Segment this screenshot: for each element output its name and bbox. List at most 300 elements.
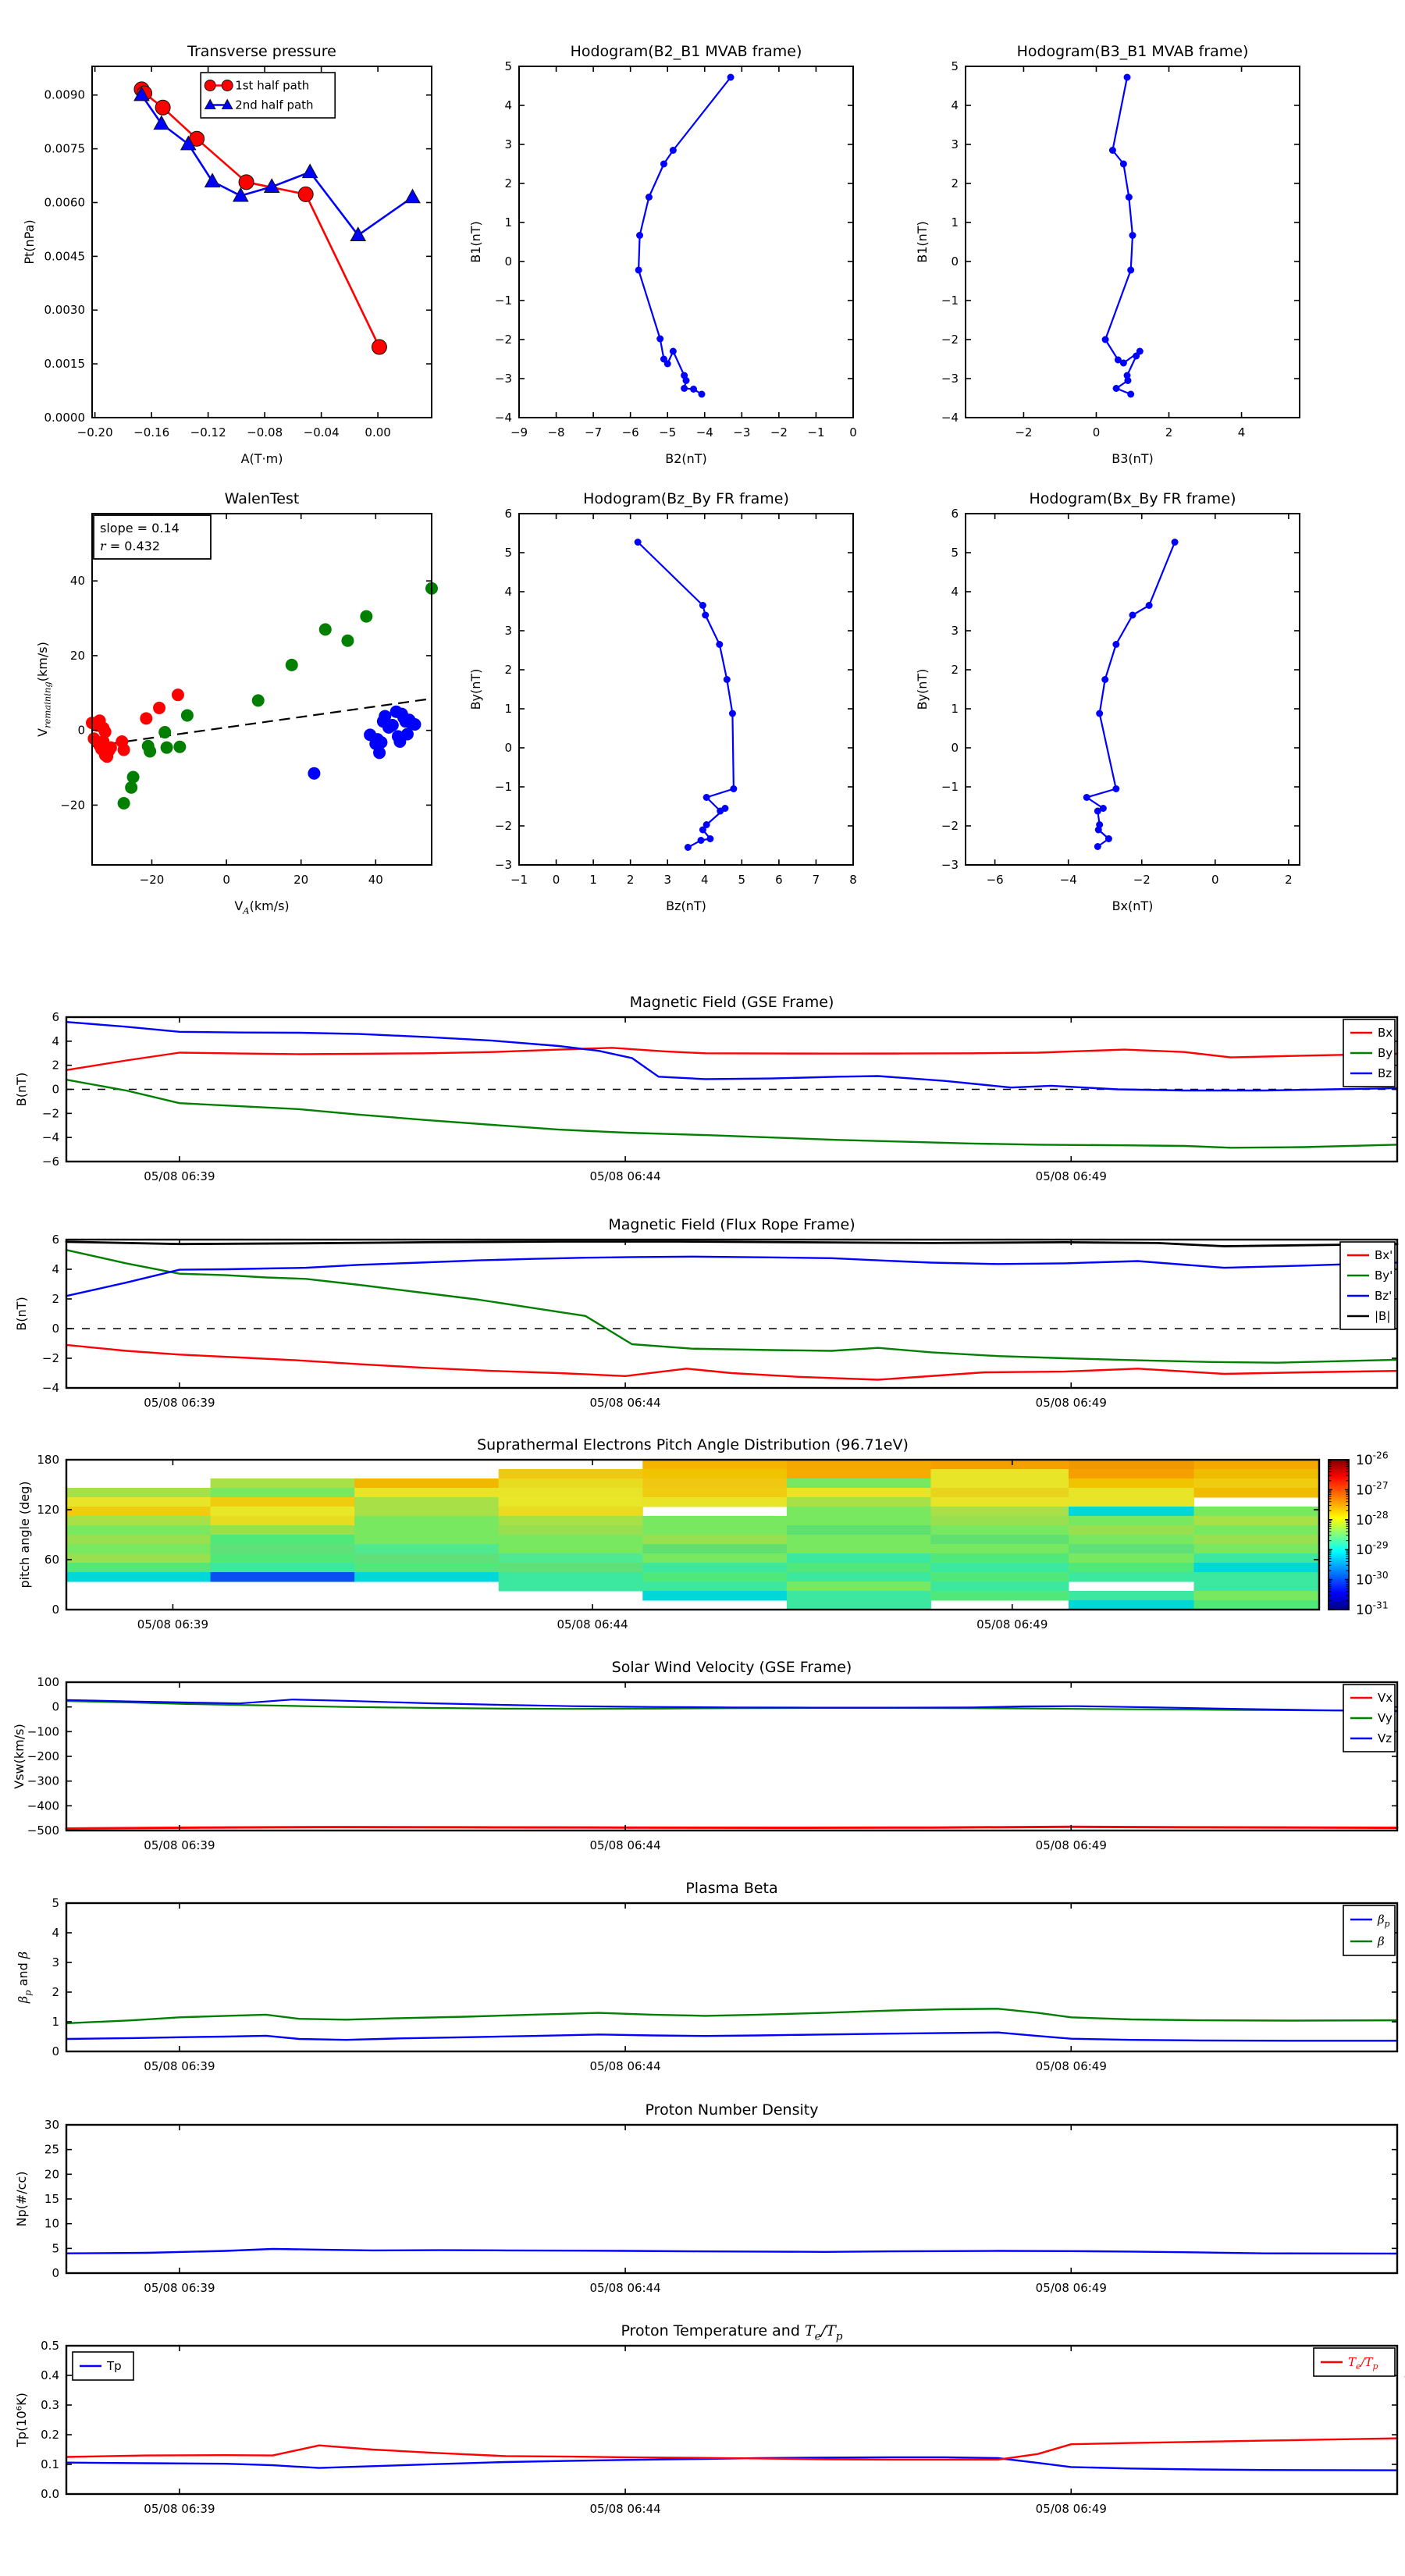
y-tick-label: 25 (44, 2142, 59, 2157)
dot-marker (724, 676, 731, 683)
heatmap-cell (354, 1497, 499, 1507)
y-tick-label: 2 (52, 1058, 59, 1073)
x-tick-label: 2 (1285, 873, 1293, 887)
circle-marker (408, 718, 421, 731)
y-tick-label: 20 (44, 2167, 59, 2182)
heatmap-cell (211, 1497, 355, 1507)
y-tick-label: 15 (44, 2192, 59, 2206)
heatmap-cell (499, 1525, 643, 1535)
circle-marker (252, 694, 265, 706)
y-tick-label: −2 (941, 819, 959, 833)
y-tick-label: 2 (52, 1985, 59, 1999)
x-tick-label: −0.12 (190, 425, 226, 439)
dot-marker (1124, 377, 1131, 384)
series-2nd-half residuals (308, 706, 421, 780)
circle-marker (308, 767, 320, 780)
x-tick-label: 0.00 (365, 425, 391, 439)
y-axis (27, 1675, 1397, 1838)
x-tick-label: 05/08 06:49 (976, 1617, 1048, 1631)
heatmap-cell (1194, 1563, 1320, 1573)
colorbar-tick-label: $10^{-27}$ (1356, 1479, 1389, 1499)
heatmap-cell (211, 1563, 355, 1573)
heatmap-cell (1194, 1525, 1320, 1535)
panel-title: Hodogram(Bz_By FR frame) (583, 490, 789, 507)
heatmap-cell (930, 1591, 1069, 1601)
x-tick-label: 05/08 06:44 (589, 2059, 661, 2073)
dot-marker (1129, 232, 1136, 239)
heatmap-cell (787, 1582, 931, 1592)
x-tick-label: 05/08 06:39 (144, 2059, 215, 2073)
x-tick-label: −1 (510, 873, 528, 887)
heatmap-cell (354, 1516, 499, 1526)
x-axis-label: Bx(nT) (1112, 898, 1154, 913)
y-tick-label: 2 (504, 176, 512, 190)
panel-title: Hodogram(Bx_By FR frame) (1029, 490, 1236, 507)
x-axis (144, 2125, 1107, 2295)
series-B2-B1 path (635, 74, 735, 398)
heatmap-cell (930, 1563, 1069, 1573)
y-axis-label: $V_{remaining}(km/s)$ (35, 642, 53, 737)
panel-title: Magnetic Field (Flux Rope Frame) (608, 1216, 855, 1233)
legend (73, 2352, 133, 2380)
x-axis (510, 514, 857, 887)
y-tick-label: 6 (52, 1233, 59, 1247)
dot-marker (699, 827, 706, 834)
y-tick-label: −300 (27, 1774, 59, 1788)
y-tick-label: 180 (37, 1453, 59, 1467)
heatmap-cell (66, 1563, 211, 1573)
circle-marker (105, 742, 117, 754)
y-tick-label: 0 (504, 741, 512, 755)
y-tick-label: 0.5 (41, 2339, 59, 2353)
circle-marker (140, 712, 152, 724)
heatmap-cell (1194, 1544, 1320, 1554)
heatmap-cell (1069, 1535, 1194, 1545)
y-tick-label: 20 (69, 648, 85, 663)
dot-marker (681, 385, 688, 392)
axes-spines (66, 1682, 1397, 1831)
panel-mag-fr (14, 1216, 1397, 1410)
heatmap-cell (930, 1553, 1069, 1564)
axes-spines (92, 514, 432, 865)
series-line (638, 543, 734, 848)
y-tick-label: 0.0090 (44, 87, 85, 102)
y-axis-label: B(nT) (14, 1297, 29, 1331)
heatmap-cell (1069, 1507, 1194, 1517)
panel-plasma-beta (16, 1880, 1397, 2073)
heatmap-cell (211, 1478, 355, 1489)
x-tick-label: −0.04 (303, 425, 340, 439)
y-tick-label: 2 (951, 176, 959, 190)
y-tick-label: 4 (52, 1034, 59, 1048)
heatmap-cell (499, 1469, 643, 1479)
y-axis (44, 2118, 1397, 2280)
series-middle residuals (118, 582, 438, 809)
heatmap-cell (499, 1478, 643, 1489)
y-tick-label: 6 (951, 507, 959, 521)
y-tick-label: −1 (941, 294, 959, 308)
x-tick-label: 05/08 06:44 (589, 2281, 661, 2295)
colorbar-tick-label: $10^{-28}$ (1356, 1510, 1389, 1528)
heatmap-cell (354, 1563, 499, 1573)
series-Np (66, 2249, 1397, 2254)
x-tick-label: −2 (1133, 873, 1151, 887)
triangle-marker (205, 173, 220, 187)
y-tick-label: 4 (504, 98, 512, 112)
series-Vy (66, 1701, 1397, 1711)
legend-item-label: 1st half path (235, 78, 310, 93)
heatmap-cell (930, 1507, 1069, 1517)
axes-spines (92, 66, 432, 418)
heatmap-cell (499, 1535, 643, 1545)
y-tick-label: 0 (52, 2266, 59, 2280)
axes-spines (519, 514, 853, 865)
heatmap-cell (642, 1544, 787, 1554)
series-line (638, 77, 731, 394)
y-tick-label: 0 (52, 1699, 59, 1714)
dot-marker (690, 386, 697, 393)
heatmap-cell (787, 1478, 931, 1489)
x-tick-label: 05/08 06:49 (1035, 2281, 1107, 2295)
heatmap-cell (642, 1572, 787, 1582)
series-Bz-By path (635, 539, 738, 851)
x-tick-label: 8 (849, 873, 857, 887)
y-tick-label: −4 (41, 1130, 59, 1145)
dot-marker (1094, 808, 1101, 815)
x-tick-label: −20 (139, 873, 165, 887)
y-tick-label: 0.1 (41, 2457, 59, 2471)
y-tick-label: 5 (951, 546, 959, 560)
panel-vsw (12, 1659, 1397, 1852)
series-Bx-By path (1083, 539, 1179, 850)
y-axis-label: pitch angle (deg) (17, 1481, 32, 1589)
series-Bz' (66, 1257, 1397, 1296)
heatmap-cell (1069, 1553, 1194, 1564)
series-line (66, 1242, 1397, 1247)
y-tick-label: −500 (27, 1823, 59, 1838)
y-tick-label: 10 (44, 2216, 59, 2231)
x-tick-label: 05/08 06:49 (1035, 2502, 1107, 2516)
y-tick-label: −2 (41, 1106, 59, 1121)
series-Te/Tp (66, 2439, 1397, 2460)
y-tick-label: 0 (951, 254, 959, 269)
y-tick-label: 40 (69, 574, 85, 589)
heatmap-cell (642, 1563, 787, 1573)
heatmap-cell (642, 1553, 787, 1564)
circle-marker (222, 80, 233, 91)
heatmap-cell (1194, 1600, 1320, 1610)
dot-marker (699, 602, 706, 609)
heatmap-cell (642, 1488, 787, 1498)
axes-spines (66, 2346, 1397, 2494)
heatmap-cell (1069, 1572, 1194, 1582)
x-tick-label: 4 (701, 873, 709, 887)
y-tick-label: 0 (951, 741, 959, 755)
colorbar-tick-label: $10^{-26}$ (1356, 1450, 1389, 1468)
legend-item-label: Vy (1378, 1711, 1393, 1725)
axes-spines (966, 514, 1300, 865)
x-axis (987, 514, 1293, 887)
heatmap-cell (1069, 1544, 1194, 1554)
x-axis (510, 66, 857, 439)
panel-title: WalenTest (224, 490, 300, 507)
y-tick-label: 30 (44, 2118, 59, 2132)
heatmap-cell (787, 1600, 931, 1610)
y-tick-label: 4 (504, 585, 512, 599)
y-tick-label: 5 (504, 546, 512, 560)
heatmap-cell (787, 1516, 931, 1526)
x-tick-label: 0 (1211, 873, 1219, 887)
y-tick-label: −4 (941, 411, 959, 425)
x-tick-label: −0.08 (247, 425, 283, 439)
y-tick-label: −20 (60, 798, 85, 813)
y-tick-label: −2 (941, 333, 959, 347)
heatmap-cell (787, 1497, 931, 1507)
dot-marker (670, 147, 677, 154)
legend-right (1314, 2348, 1395, 2376)
y-axis-label: B1(nT) (468, 221, 483, 263)
circle-marker (360, 610, 372, 623)
heatmap-cell (930, 1544, 1069, 1554)
series-line (66, 1827, 1397, 1828)
x-tick-label: −0.20 (76, 425, 113, 439)
dot-marker (660, 161, 667, 168)
heatmap-cell (499, 1572, 643, 1582)
circle-marker (118, 744, 130, 756)
heatmap-cell (787, 1544, 931, 1554)
series-line (66, 1701, 1397, 1711)
series-line (66, 1257, 1397, 1296)
y-tick-label: 3 (504, 137, 512, 151)
y-axis-label: By(nT) (468, 668, 483, 710)
panel-hodogram-b3b1 (915, 43, 1300, 466)
x-tick-label: −7 (585, 425, 603, 439)
panel-mag-gse (14, 994, 1397, 1183)
heatmap-cell (1194, 1488, 1320, 1498)
y-axis-label: Np(#/cc) (14, 2171, 29, 2227)
circle-marker (173, 741, 186, 753)
y-tick-label: 6 (504, 507, 512, 521)
y-tick-label: 6 (52, 1010, 59, 1024)
y-tick-label: 0 (52, 1322, 59, 1336)
heatmap-cell (930, 1535, 1069, 1545)
x-tick-label: 1 (589, 873, 597, 887)
heatmap-cell (930, 1488, 1069, 1498)
dot-marker (716, 641, 723, 648)
axes-spines (66, 1903, 1397, 2051)
dot-marker (727, 74, 735, 81)
y-axis-label: B1(nT) (915, 221, 930, 263)
series-1st half path (134, 82, 387, 354)
x-tick-label: −6 (621, 425, 639, 439)
heatmap-cell (354, 1488, 499, 1498)
circle-marker (319, 623, 332, 635)
y-tick-label: 3 (951, 137, 959, 151)
dot-marker (664, 361, 671, 368)
y-tick-label: 60 (44, 1553, 59, 1567)
series-line (66, 2249, 1397, 2254)
heatmap-cells (66, 1460, 1320, 1610)
dot-marker (685, 844, 692, 851)
panel-title: Proton Temperature and $T_e/T_p$ (621, 2322, 843, 2343)
dot-marker (1096, 710, 1103, 717)
heatmap-cell (66, 1553, 211, 1564)
circle-marker (239, 175, 254, 190)
y-tick-label: 2 (951, 663, 959, 677)
heatmap-cell (930, 1516, 1069, 1526)
series-line (66, 2033, 1397, 2041)
x-axis (144, 1017, 1107, 1183)
x-tick-label: 6 (775, 873, 783, 887)
colorbar-tick-label: $10^{-29}$ (1356, 1539, 1389, 1559)
heatmap-cell (787, 1591, 931, 1601)
dot-marker (1109, 147, 1116, 154)
heatmap-cell (1069, 1600, 1194, 1610)
legend-box (1343, 1905, 1395, 1955)
y-axis (60, 574, 432, 812)
heatmap-cell (66, 1544, 211, 1554)
x-tick-label: −4 (1059, 873, 1077, 887)
y-axis-label: Pt(nPa) (22, 219, 37, 265)
heatmap-cell (1194, 1507, 1320, 1517)
x-tick-label: 20 (293, 873, 309, 887)
triangle-marker (405, 190, 420, 203)
y-tick-label: 5 (52, 2241, 59, 2256)
dot-marker (1172, 539, 1179, 546)
y-tick-label: −3 (494, 858, 512, 872)
panel-transverse-pressure (22, 43, 432, 466)
legend-item-label: By (1378, 1046, 1393, 1060)
dot-marker (698, 837, 705, 844)
y-tick-label: 4 (52, 1926, 59, 1940)
y-tick-label: 3 (52, 1955, 59, 1969)
x-tick-label: 05/08 06:44 (557, 1617, 628, 1631)
dot-marker (1094, 843, 1101, 850)
circle-marker (341, 635, 354, 647)
heatmap-cell (211, 1525, 355, 1535)
dot-marker (1095, 827, 1102, 834)
dot-marker (1120, 161, 1127, 168)
x-tick-label: −0.16 (133, 425, 170, 439)
dot-marker (729, 710, 736, 717)
x-tick-label: 05/08 06:39 (144, 1838, 215, 1852)
y-tick-label: −2 (41, 1351, 59, 1365)
y-tick-label: 0.0030 (44, 303, 85, 318)
colorbar-gradient (1329, 1460, 1349, 1610)
series-line (66, 1048, 1397, 1070)
heatmap-cell (354, 1544, 499, 1554)
y-tick-label: 3 (504, 624, 512, 638)
y-tick-label: 4 (951, 585, 959, 599)
heatmap-cell (642, 1460, 787, 1470)
y-tick-label: 100 (37, 1675, 59, 1689)
y-tick-label: −4 (494, 411, 512, 425)
dot-marker (702, 612, 709, 619)
panel-title: Magnetic Field (GSE Frame) (629, 994, 834, 1011)
heatmap-cell (354, 1525, 499, 1535)
y-tick-label: 5 (504, 59, 512, 73)
circle-marker (373, 746, 386, 759)
circle-marker (181, 710, 194, 722)
legend-item-label: 2nd half path (235, 98, 314, 112)
heatmap-cell (354, 1478, 499, 1489)
legend (201, 73, 335, 118)
x-tick-label: 05/08 06:49 (1035, 1396, 1107, 1410)
dot-marker (635, 267, 642, 274)
heatmap-cell (1194, 1478, 1320, 1489)
heatmap-cell (1194, 1535, 1320, 1545)
panel-walen-test (35, 490, 438, 916)
dot-marker (1112, 785, 1119, 792)
heatmap-cell (787, 1563, 931, 1573)
x-tick-label: 05/08 06:44 (589, 1838, 661, 1852)
panel-title: Hodogram(B3_B1 MVAB frame) (1016, 43, 1249, 60)
circle-marker (161, 742, 173, 754)
x-tick-label: −4 (695, 425, 713, 439)
x-axis-label: B3(nT) (1112, 451, 1154, 466)
heatmap-cell (1194, 1591, 1320, 1601)
x-tick-label: 05/08 06:39 (144, 2502, 215, 2516)
x-tick-label: 2 (626, 873, 635, 887)
y-tick-label: −6 (41, 1155, 59, 1169)
heatmap-cell (1069, 1525, 1194, 1535)
heatmap-cell (1069, 1469, 1194, 1479)
y-tick-label: 0.3 (41, 2398, 59, 2412)
legend-item-label: Bz' (1375, 1289, 1393, 1303)
x-tick-label: 05/08 06:49 (1035, 1838, 1107, 1852)
y-tick-label: 1 (951, 215, 959, 229)
dot-marker (635, 539, 642, 546)
y-axis-label: By(nT) (915, 668, 930, 710)
heatmap-cell (499, 1582, 643, 1592)
heatmap-cell (499, 1507, 643, 1517)
y-axis (941, 507, 1300, 872)
x-tick-label: −2 (770, 425, 788, 439)
legend-item-label: $\beta_p$ (1378, 1912, 1390, 1930)
annotation-box (94, 515, 211, 559)
y-tick-label: −1 (494, 294, 512, 308)
x-axis (144, 1903, 1107, 2073)
heatmap-cell (642, 1516, 787, 1526)
dot-marker (1146, 602, 1153, 609)
y-tick-label: 2 (52, 1292, 59, 1306)
panel-hodogram-b2b1 (468, 43, 857, 466)
legend-item-label: Tp (107, 2359, 122, 2373)
y-tick-label: 0.0015 (44, 357, 85, 372)
y-axis-label: B(nT) (14, 1072, 29, 1107)
heatmap-cell (1069, 1516, 1194, 1526)
heatmap-cell (1069, 1591, 1194, 1601)
legend-item-label: β (1378, 1934, 1385, 1948)
x-tick-label: 05/08 06:44 (589, 2502, 661, 2516)
heatmap-cell (1194, 1469, 1320, 1479)
y-tick-label: 3 (951, 624, 959, 638)
heatmap-cell (1194, 1460, 1320, 1470)
y-tick-label: 4 (52, 1262, 59, 1276)
legend-item-label: Vz (1378, 1731, 1393, 1745)
heatmap-cell (642, 1478, 787, 1489)
legend (1340, 1242, 1395, 1329)
heatmap-cell (642, 1582, 787, 1592)
panel-title: Suprathermal Electrons Pitch Angle Distribution (96.71eV) (477, 1436, 909, 1453)
legend-item-label: Bz (1378, 1066, 1393, 1080)
heatmap-cell (211, 1516, 355, 1526)
dot-marker (1113, 385, 1120, 392)
y-tick-label: 0.0075 (44, 141, 85, 156)
y-tick-label: 0 (52, 1082, 59, 1097)
x-tick-label: 05/08 06:39 (137, 1617, 209, 1631)
y-tick-label: 4 (951, 98, 959, 112)
